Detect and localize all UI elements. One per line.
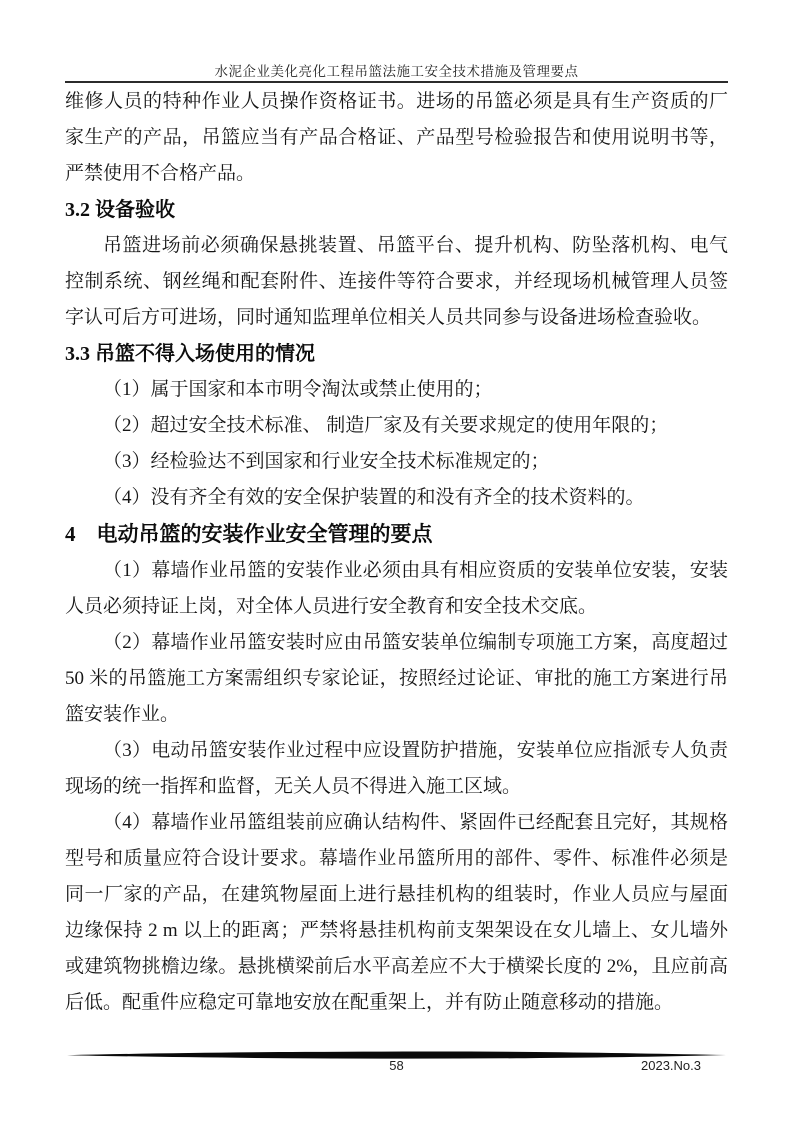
paragraph-4-1: （1）幕墙作业吊篮的安装作业必须由具有相应资质的安装单位安装，安装人员必须持证上岗，对全体人员进行安全教育和安全技术交底。 <box>65 560 728 617</box>
heading-3-3-prohibited-conditions: 3.3 吊篮不得入场使用的情况 <box>65 343 315 365</box>
paragraph-continued: 维修人员的特种作业人员操作资格证书。进场的吊篮必须是具有生产资质的厂家生产的产品，吊篮应当有产品合格证、产品型号检验报告和使用说明书等，严禁使用不合格产品。 <box>65 91 728 184</box>
list-item-4: （4）没有齐全有效的安全保护装置的和没有齐全的技术资料的。 <box>103 487 645 508</box>
paragraph-4-4: （4）幕墙作业吊篮组装前应确认结构件、紧固件已经配套且完好，其规格型号和质量应符合设计要求。幕墙作业吊篮所用的部件、零件、标准件必须是同一厂家的产品，在建筑物屋面上进行悬挂机构的组装时，作业人员应与屋面边缘保持 2 m 以上的距离；严禁将悬挂机构前支架架设在女儿墙上、女儿墙外或建筑物挑檐边缘。悬挑横梁前后水平高差应不大于横梁长度的 2%，且应前高后低。配重件应稳定可靠地安放在配重架上，并有防止随意移动的措施。 <box>65 812 728 1013</box>
list-item-2: （2）超过安全技术标准、 制造厂家及有关要求规定的使用年限的； <box>103 415 669 436</box>
page-footer <box>65 1056 728 1076</box>
page-number: 58 <box>389 1058 404 1073</box>
heading-4-installation-safety: 4 电动吊篮的安装作业安全管理的要点 <box>65 522 433 546</box>
running-header-title: 水泥企业美化亮化工程吊篮法施工安全技术措施及管理要点 <box>214 64 579 79</box>
document-body <box>65 84 728 1021</box>
list-item-1: （1）属于国家和本市明令淘汰或禁止使用的； <box>103 379 493 400</box>
paragraph-4-2: （2）幕墙作业吊篮安装时应由吊篮安装单位编制专项施工方案，高度超过 50 米的吊篮施工方案需组织专家论证，按照经过论证、审批的施工方案进行吊篮安装作业。 <box>65 632 728 725</box>
issue-number: 2023.No.3 <box>641 1058 701 1073</box>
list-item-3: （3）经检验达不到国家和行业安全技术标准规定的； <box>103 451 550 472</box>
heading-3-2-equipment-acceptance: 3.2 设备验收 <box>65 199 175 221</box>
paragraph-4-3: （3）电动吊篮安装作业过程中应设置防护措施，安装单位应指派专人负责现场的统一指挥和监督，无关人员不得进入施工区域。 <box>65 740 728 797</box>
header-divider <box>65 81 728 83</box>
paragraph-equipment-acceptance: 吊篮进场前必须确保悬挑装置、吊篮平台、提升机构、防坠落机构、电气控制系统、钢丝绳和配套附件、连接件等符合要求，并经现场机械管理人员签字认可后方可进场，同时通知监理单位相关人员共同参与设备进场检查验收。 <box>65 235 728 328</box>
